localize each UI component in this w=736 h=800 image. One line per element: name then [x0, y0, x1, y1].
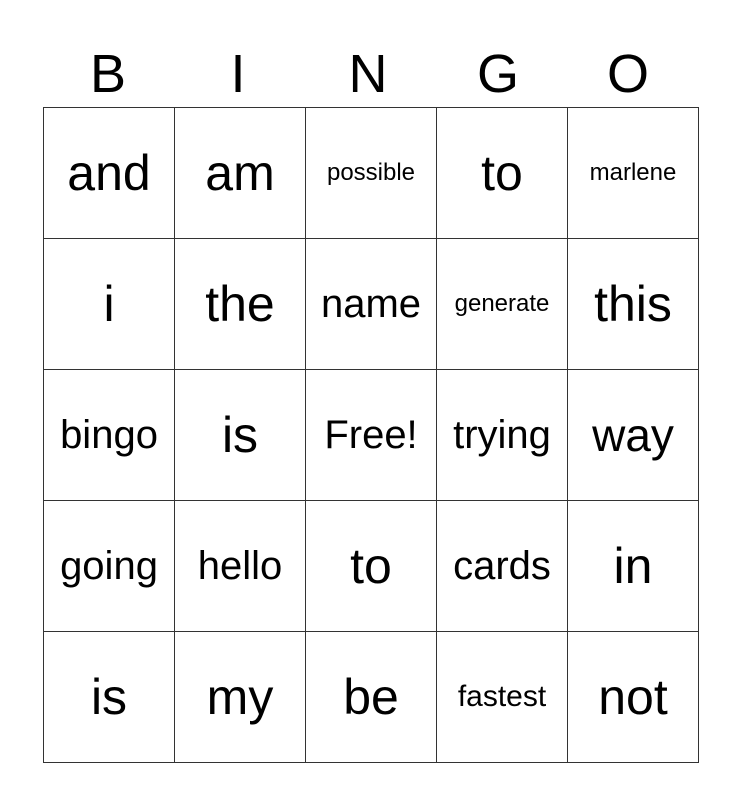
grid-row	[44, 632, 699, 763]
grid-cell: name	[306, 239, 437, 370]
grid-cell: to	[306, 501, 437, 632]
grid-row	[44, 108, 699, 239]
grid-cell: marlene	[568, 108, 699, 239]
grid-row	[44, 239, 699, 370]
grid-cell: and	[44, 108, 175, 239]
header-letter-n: N	[348, 44, 388, 104]
grid-cell: way	[568, 370, 699, 501]
grid-cell: in	[568, 501, 699, 632]
grid-cell: the	[175, 239, 306, 370]
grid-cell: is	[175, 370, 306, 501]
grid-cell: cards	[437, 501, 568, 632]
grid-cell: my	[175, 632, 306, 763]
grid-cell: am	[175, 108, 306, 239]
grid-cell: possible	[306, 108, 437, 239]
grid-cell: trying	[437, 370, 568, 501]
grid-cell: not	[568, 632, 699, 763]
grid-cell: fastest	[437, 632, 568, 763]
grid-row	[44, 501, 699, 632]
grid-row	[44, 370, 699, 501]
header-letter-i: I	[230, 44, 246, 104]
header-letter-o: O	[606, 44, 649, 104]
grid-cell: generate	[437, 239, 568, 370]
grid-cell: to	[437, 108, 568, 239]
header-letter-g: G	[476, 44, 519, 104]
grid-cell: be	[306, 632, 437, 763]
grid-cell: bingo	[44, 370, 175, 501]
grid-cell: going	[44, 501, 175, 632]
bingo-header	[43, 40, 693, 108]
grid-cell: i	[44, 239, 175, 370]
grid-cell: this	[568, 239, 699, 370]
free-space-cell: Free!	[306, 370, 437, 501]
grid-cell: is	[44, 632, 175, 763]
grid-cell: hello	[175, 501, 306, 632]
header-letter-b: B	[89, 44, 127, 104]
bingo-card-grid	[43, 107, 699, 763]
